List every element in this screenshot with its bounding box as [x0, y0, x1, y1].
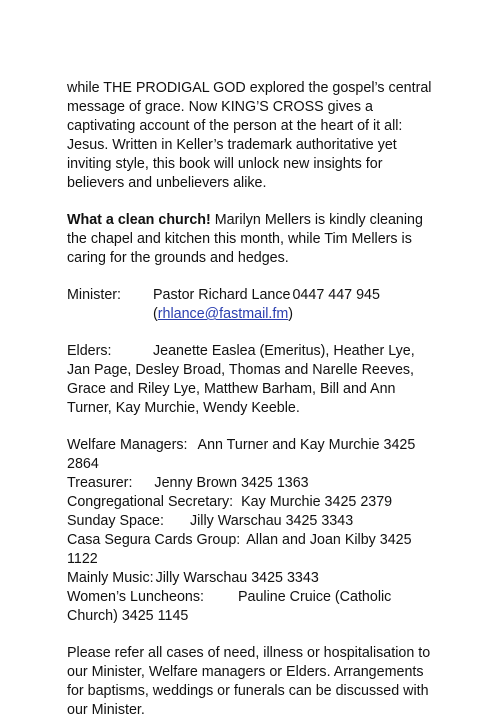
minister-email-row — [67, 305, 435, 324]
minister-name: Pastor Richard Lance — [153, 287, 291, 303]
clean-church-heading: What a clean church! — [67, 212, 211, 228]
elders-paragraph — [67, 342, 435, 418]
contact-value: Jilly Warschau 3425 3343 — [189, 513, 354, 529]
elders-text: Jeanette Easlea (Emeritus), Heather Lye, Jan Page, Desley Broad, Thomas and Narelle Reeves, Grace and Riley Lye, Matthew Barham, Bill and Ann Turner, Kay Murchie, Wendy Keeble. — [67, 343, 415, 416]
contact-label: Treasurer: — [67, 475, 133, 491]
minister-block — [67, 286, 435, 324]
contact-value: Kay Murchie 3425 2379 — [241, 494, 393, 510]
contact-label: Mainly Music: — [67, 570, 154, 586]
clean-church-paragraph — [67, 211, 435, 268]
minister-row — [67, 286, 435, 305]
contact-label: Welfare Managers: — [67, 437, 188, 453]
contact-secretary — [67, 493, 435, 512]
spacer — [67, 193, 435, 211]
clean-church-text: Marilyn Mellers is kindly cleaning the chapel and kitchen this month, while Tim Mellers is caring for the grounds and hedges. — [67, 212, 423, 266]
spacer — [67, 324, 435, 342]
paren-open: ( — [153, 306, 158, 322]
contact-label: Women’s Luncheons: — [67, 589, 204, 605]
spacer — [67, 418, 435, 436]
contact-womens-luncheons — [67, 588, 435, 626]
contacts-list — [67, 436, 435, 626]
spacer — [67, 268, 435, 286]
contact-value: Jenny Brown 3425 1363 — [154, 475, 309, 491]
intro-paragraph: while THE PRODIGAL GOD explored the gospel’s central message of grace. Now KING’S CROSS gives a captivating account of the person at the heart of it all: Jesus. Written in Keller’s trademark authoritative yet inviting style, this book will unlock new insights for believers and unbelievers alike. — [67, 80, 432, 191]
newsletter-page — [67, 79, 435, 720]
minister-phone: 0447 447 945 — [292, 287, 380, 303]
contact-value: Ann Turner and Kay Murchie 3425 2864 — [67, 437, 416, 472]
paren-close: ) — [288, 306, 294, 322]
contact-casa-segura — [67, 531, 435, 569]
contact-welfare — [67, 436, 435, 474]
contact-label: Casa Segura Cards Group: — [67, 532, 241, 548]
minister-email-link[interactable]: rhlance@fastmail.fm — [157, 306, 289, 322]
contact-value: Pauline Cruice (Catholic Church) 3425 1145 — [67, 589, 392, 624]
contact-sunday-space — [67, 512, 435, 531]
contact-value: Allan and Joan Kilby 3425 1122 — [67, 532, 412, 567]
minister-label: Minister: — [67, 287, 122, 303]
elders-label: Elders: — [67, 343, 112, 359]
contact-label: Sunday Space: — [67, 513, 164, 529]
contact-mainly-music — [67, 569, 435, 588]
contact-label: Congregational Secretary: — [67, 494, 234, 510]
spacer — [67, 626, 435, 644]
closing-paragraph: Please refer all cases of need, illness or hospitalisation to our Minister, Welfare managers or Elders. Arrangements for baptisms, weddings or funerals can be discussed with our Minister. — [67, 645, 431, 718]
contact-treasurer — [67, 474, 435, 493]
contact-value: Jilly Warschau 3425 3343 — [155, 570, 319, 586]
